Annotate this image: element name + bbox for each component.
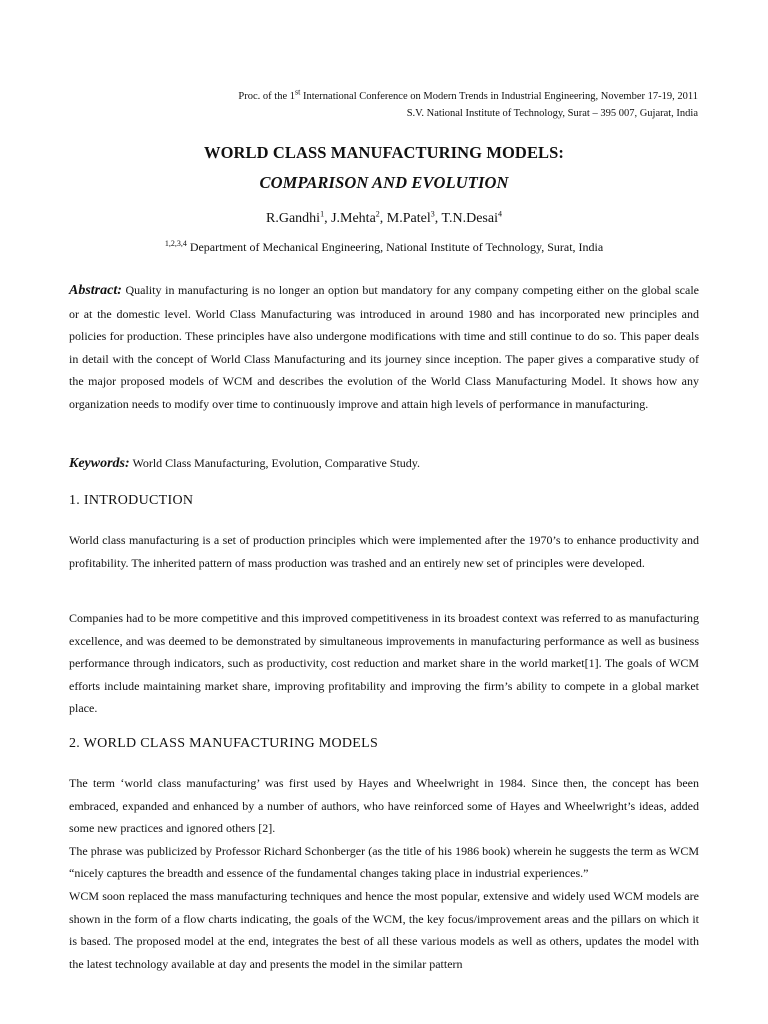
author-name: R.Gandhi <box>266 211 321 226</box>
abstract-label: Abstract: <box>69 283 122 298</box>
author-affil-mark: 4 <box>497 209 502 219</box>
conference-prefix: Proc. of the 1 <box>238 91 295 102</box>
paragraph <box>69 529 699 574</box>
institute-header: S.V. National Institute of Technology, Surat – 395 007, Gujarat, India <box>406 108 698 119</box>
paragraph-text: Companies had to be more competitive and this improved competitiveness in its broadest context was referred to as manufacturing excellence, and was deemed to be demonstrated by simultaneous improvements in manufacturing performance as well as business performance through indicators, such as productivity, cost reduction and market share in the world market[1]. The goals of WCM efforts include maintaining market share, improving profitability and improving the firm’s ability to compete in a global market place. <box>69 611 699 716</box>
author-name: M.Patel <box>386 211 431 226</box>
affiliation-text: Department of Mechanical Engineering, National Institute of Technology, Surat, India <box>186 240 604 254</box>
abstract-text: Quality in manufacturing is no longer an option but mandatory for any company competing either on the global scale or at the domestic level. World Class Manufacturing was introduced in around 1980 and has incorporated new principles and policies for production. These principles have also undergone modifications with time and still continue to do so. This paper deals in detail with the concept of World Class Manufacturing and its journey since inception. The paper gives a comparative study of the major proposed models of WCM and describes the evolution of the World Class Manufacturing Model. It shows how any organization needs to modify over time to continuously improve and attain high levels of performance in manufacturing. <box>69 283 699 411</box>
keywords-text: World Class Manufacturing, Evolution, Comparative Study. <box>129 456 421 470</box>
paragraph-text: WCM soon replaced the mass manufacturing techniques and hence the most popular, extensive and widely used WCM models are shown in the form of a flow charts indicating, the goals of the WCM, the key focus/improvement areas and the pillars on which it is based. The proposed model at the end, integrates the best of all these various models as well as others, updates the model with the latest technology available at day and presents the model in the similar pattern <box>69 888 699 971</box>
paragraph-text: World class manufacturing is a set of production principles which were implemented after the 1970’s to enhance productivity and profitability. The inherited pattern of mass production was trashed and an entirely new set of principles were developed. <box>69 533 699 570</box>
conference-header <box>238 87 698 102</box>
author <box>266 211 331 226</box>
affiliation <box>0 240 768 255</box>
author-name: T.N.Desai <box>441 211 498 226</box>
paragraph <box>69 607 699 720</box>
keywords-label: Keywords: <box>69 456 130 471</box>
abstract <box>69 279 699 416</box>
author-separator: , <box>434 211 442 226</box>
section-heading: 2. WORLD CLASS MANUFACTURING MODELS <box>69 736 379 751</box>
author <box>331 211 387 226</box>
affiliation-marks: 1,2,3,4 <box>164 239 187 248</box>
author-affil-mark: 2 <box>375 209 380 219</box>
keywords <box>69 452 699 476</box>
author <box>441 211 502 226</box>
author-affil-mark: 3 <box>430 209 435 219</box>
author-affil-mark: 1 <box>320 209 325 219</box>
author-separator: , <box>324 211 332 226</box>
paragraph-text: The term ‘world class manufacturing’ was first used by Hayes and Wheelwright in 1984. Since then, the concept has been embraced, expanded and enhanced by a number of authors, who have reinforced some of Hayes and Wheelwright’s ideas, added some new practices and ignored others [2]. <box>69 776 699 836</box>
author <box>387 211 442 226</box>
conference-suffix: International Conference on Modern Trends in Industrial Engineering, November 17-19, 2011 <box>300 91 698 102</box>
paragraph <box>69 772 699 975</box>
paper-title: WORLD CLASS MANUFACTURING MODELS: <box>203 143 565 162</box>
section-heading: 1. INTRODUCTION <box>69 493 194 508</box>
author-separator: , <box>379 211 387 226</box>
paper-subtitle: COMPARISON AND EVOLUTION <box>259 173 509 192</box>
author-list <box>0 211 768 227</box>
conference-ordinal: st <box>295 87 301 97</box>
author-name: J.Mehta <box>331 211 376 226</box>
paragraph-text: The phrase was publicized by Professor Richard Schonberger (as the title of his 1986 book) wherein he suggests the term as WCM “nicely captures the breadth and essence of the fundamental changes taking place in industrial experiences.” <box>69 843 699 881</box>
